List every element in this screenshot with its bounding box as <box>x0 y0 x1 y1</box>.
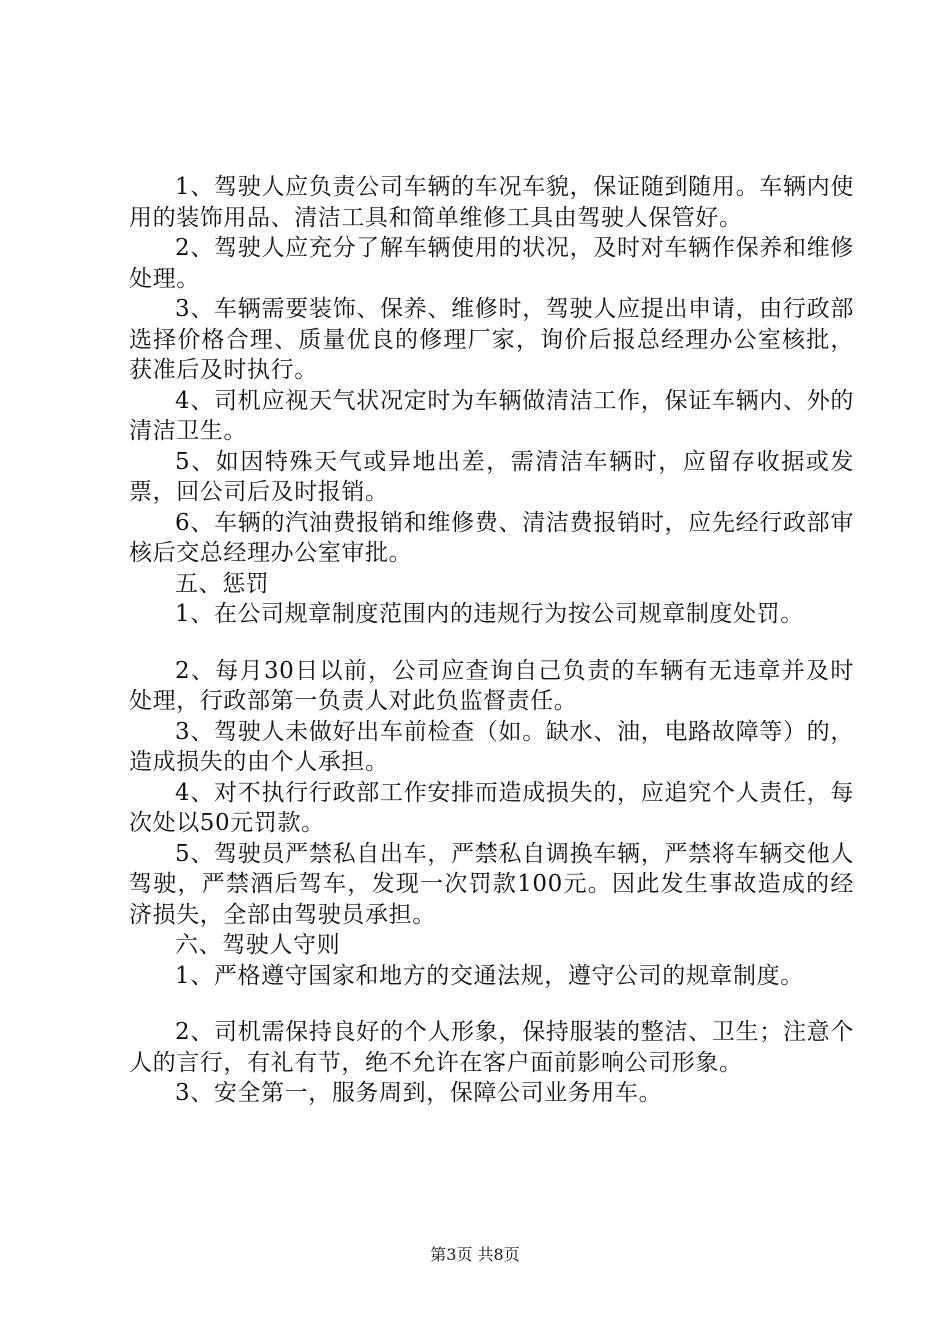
paragraph-rule-6: 6、车辆的汽油费报销和维修费、清洁费报销时，应先经行政部审核后交总经理办公室审批。 <box>129 509 854 566</box>
paragraph-driver-rule-3: 3、安全第一，服务周到，保障公司业务用车。 <box>175 1080 663 1106</box>
section-heading-penalties: 五、惩罚 <box>175 570 270 597</box>
paragraph-rule-5: 5、如因特殊天气或异地出差，需清洁车辆时，应留存收据或发票，回公司后及时报销。 <box>129 448 854 505</box>
paragraph-rule-2: 2、驾驶人应充分了解车辆使用的状况，及时对车辆作保养和维修处理。 <box>129 235 854 292</box>
paragraph-driver-rule-2: 2、司机需保持良好的个人形象，保持服装的整洁、卫生；注意个人的言行，有礼有节，绝不允许在客户面前影响公司形象。 <box>129 1019 854 1076</box>
paragraph-penalty-5: 5、驾驶员严禁私自出车，严禁私自调换车辆，严禁将车辆交他人驾驶，严禁酒后驾车，发现一次罚款100元。因此发生事故造成的经济损失，全部由驾驶员承担。 <box>129 840 854 928</box>
paragraph-penalty-1: 1、在公司规章制度范围内的违规行为按公司规章制度处罚。 <box>175 601 804 627</box>
paragraph-penalty-2: 2、每月30日以前，公司应查询自己负责的车辆有无违章并及时处理，行政部第一负责人对此负监督责任。 <box>129 657 854 714</box>
paragraph-rule-3: 3、车辆需要装饰、保养、维修时，驾驶人应提出申请，由行政部选择价格合理、质量优良的修理厂家，询价后报总经理办公室核批，获准后及时执行。 <box>129 296 854 383</box>
section-heading-driver-rules: 六、驾驶人守则 <box>175 932 341 958</box>
paragraph-penalty-4: 4、对不执行行政部工作安排而造成损失的，应追究个人责任，每次处以50元罚款。 <box>129 779 854 836</box>
paragraph-driver-rule-1: 1、严格遵守国家和地方的交通法规，遵守公司的规章制度。 <box>175 962 804 989</box>
document-body <box>129 172 854 1109</box>
paragraph-rule-4: 4、司机应视天气状况定时为车辆做清洁工作，保证车辆内、外的清洁卫生。 <box>129 387 854 444</box>
page-number-footer: 第3页 共8页 <box>430 1245 520 1264</box>
paragraph-penalty-3: 3、驾驶人未做好出车前检查（如。缺水、油，电路故障等）的，造成损失的由个人承担。 <box>129 718 854 775</box>
paragraph-rule-1: 1、驾驶人应负责公司车辆的车况车貌，保证随到随用。车辆内使用的装饰用品、清洁工具和简单维修工具由驾驶人保管好。 <box>129 174 854 231</box>
